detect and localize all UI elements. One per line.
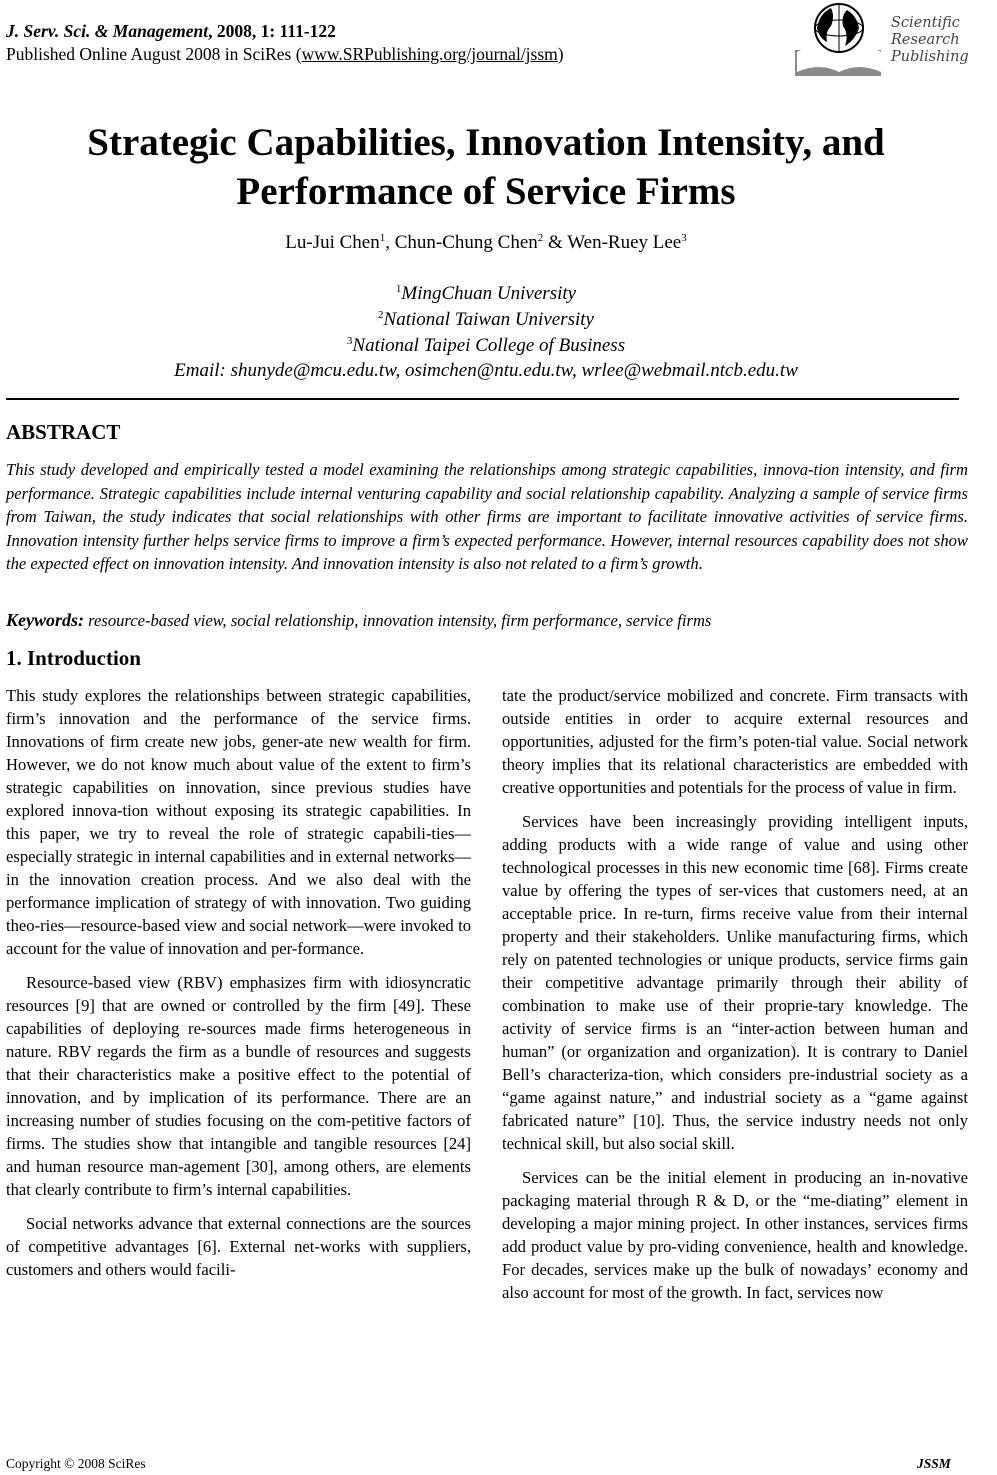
keywords-line: [6, 610, 711, 631]
body-paragraph: This study explores the relationships between strategic capabilities, firm’s innovation and the performance of the service firms. Innovations of firm create new jobs, gener-ate new wealth for firm. However, we do not know much about value of the extent to firm’s strategic capabilities on innovation, since previous studies have explored innova-tion without exposing its strategic capabilities. In this paper, we try to reveal the role of strategic capabili-ties—especially strategic in internal capabilities and in external networks—in the innovation creation process. And we also deal with the performance implication of strategy of with innovation. Two guiding theo-ries—resource-based view and social network—were invoked to account for the value of innovation and per-formance.: [6, 686, 471, 958]
author-emails: Email: shunyde@mcu.edu.tw, osimchen@ntu.edu.tw, wrlee@webmail.ntcb.edu.tw: [174, 360, 798, 381]
publisher-logo: [795, 0, 975, 78]
published-online-line: [6, 43, 564, 65]
body-column-left: [6, 684, 471, 1292]
section-heading-introduction: 1. Introduction: [6, 646, 141, 670]
body-paragraph: tate the product/service mobilized and concrete. Firm transacts with outside entities in order to acquire external resources and opportunities, adjusted for the firm’s poten-tial value. Social network theory implies that its relational characteristics are embedded with creative opportunities and potentials for the process of value in firm.: [502, 686, 968, 797]
published-suffix: ): [557, 44, 564, 64]
abstract-heading: ABSTRACT: [6, 420, 121, 444]
globe-book-icon: [795, 0, 887, 78]
body-paragraph: Services can be the initial element in producing an in-novative packaging material through R & D, or the “me-diating” element in developing a major mining project. In other instances, services firms add product value by pro-viding convenience, health and knowledge. For decades, services make up the bulk of nowadays’ economy and also account for most of the growth. In fact, services now: [502, 1168, 968, 1302]
keywords-text: resource-based view, social relationship, innovation intensity, firm performance, service firms: [84, 611, 712, 630]
affiliation: $^1$MingChuan University: [395, 283, 577, 304]
publisher-logo-text: Scientific Research Publishing: [891, 15, 969, 65]
body-paragraph: Social networks advance that external connections are the sources of competitive advantages [6]. External net-works with suppliers, customers and others would facili-: [6, 1214, 471, 1279]
affiliation: $^2$National Taiwan University: [378, 309, 594, 330]
journal-volume: , 2008, 1: 111-122: [208, 21, 336, 41]
published-prefix: Published Online August 2008 in SciRes (: [6, 44, 302, 64]
footer-copyright: Copyright © 2008 SciRes: [6, 1456, 146, 1471]
journal-citation: [6, 20, 336, 42]
footer-journal-abbr: JSSM: [917, 1456, 951, 1471]
author-name: Chun-Chung Chen: [394, 232, 538, 253]
body-column-right: [502, 684, 968, 1315]
paper-title: Strategic Capabilities, Innovation Intensity, and Performance of Service Firms: [87, 121, 885, 213]
author-name: Wen-Ruey Lee: [567, 232, 682, 253]
keywords-label: Keywords:: [6, 610, 84, 630]
journal-url-link[interactable]: www.SRPublishing.org/journal/jssm: [301, 44, 558, 64]
header-divider: [6, 398, 959, 400]
abstract-text: This study developed and empirically tested a model examining the relationships among strategic capabilities, innova-tion intensity, and firm performance. Strategic capabilities include internal venturing capability and social relationship capability. Analyzing a sample of service firms from Taiwan, the study indicates that social relationships with other firms are important to facilitate innovative activities of service firms. Innovation intensity further helps service firms to improve a firm’s expected performance. However, internal resources capability does not show the expected effect on innovation intensity. And innovation intensity is also not related to a firm’s growth.: [6, 460, 968, 573]
affiliation: $^3$National Taipei College of Business: [346, 335, 626, 356]
body-paragraph: Services have been increasingly providing intelligent inputs, adding products with a wide range of value and using other technological processes in this new economic time [68]. Firms create value by offering the types of ser-vices that customers need, at an acceptable price. In re-turn, firms receive value from their internal property and their stakeholders. Unlike manufacturing firms, which rely on patented technologies or unique products, service firms gain their competitive advantage primarily through their ability of combination to make use of their proprie-tary knowledge. The activity of service firms is an “inter-action between human and human” (or organization and organization). It is contrary to Daniel Bell’s characteriza-tion, which considers pre-industrial society as a “game against nature,” and industrial society as a “game against fabricated nature” [10]. Thus, the service industry needs not only technical skill, but also social skill.: [502, 812, 968, 1153]
author-name: Lu-Jui Chen: [285, 232, 380, 253]
journal-name: J. Serv. Sci. & Management: [6, 21, 209, 41]
author-list: Lu-Jui Chen$^1$, Chun-Chung Chen$^2$ & Wen-Ruey Lee$^3$: [285, 232, 687, 253]
body-paragraph: Resource-based view (RBV) emphasizes firm with idiosyncratic resources [9] that are owned or controlled by the firm [49]. These capabilities of deploying re-sources made firms heterogeneous in nature. RBV regards the firm as a bundle of resources and suggests that their characteristics make a positive effect to the potential of innovation, and by implication of its performance. There are an increasing number of studies focusing on the com-petitive factors of firms. The studies show that intangible and tangible resources [24] and human resource man-agement [30], among others, are elements that clearly contribute to firm’s internal capabilities.: [6, 973, 471, 1199]
